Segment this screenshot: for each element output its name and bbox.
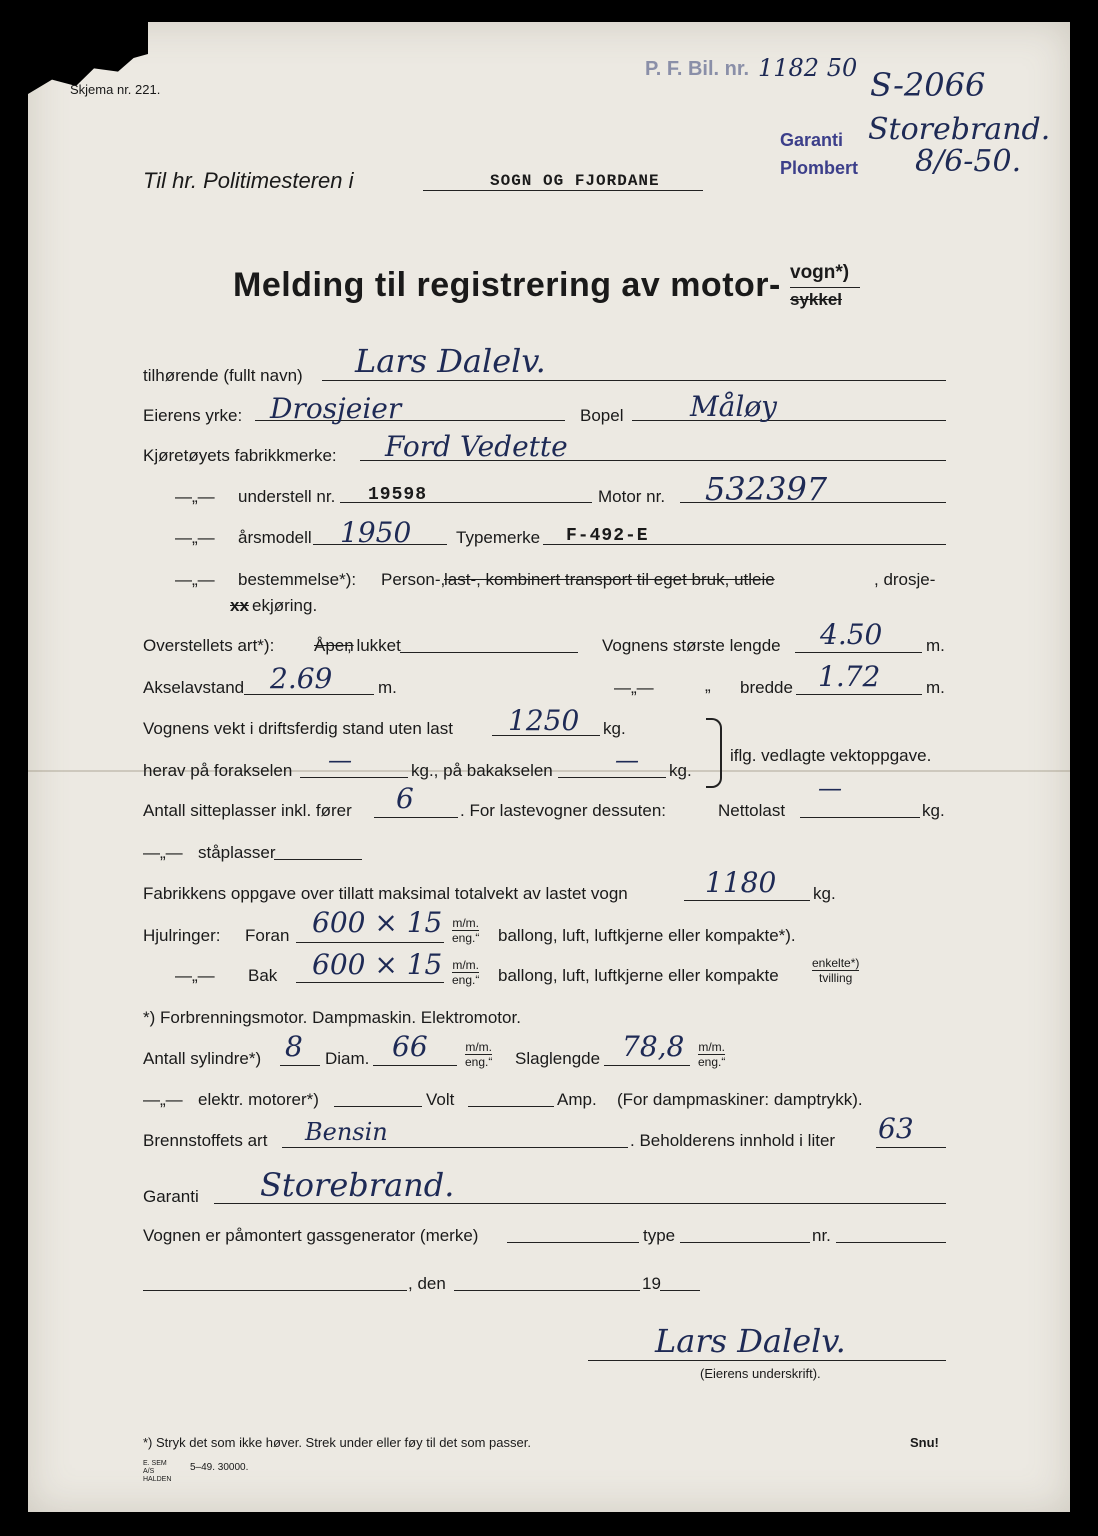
purpose-label: bestemmelse*): [238,570,357,589]
form-reference: Skjema nr. 221. [70,82,161,97]
stroke-label: Slaglengde [515,1049,601,1068]
stroke-unit: m/m. eng.“ [698,1040,726,1069]
type-label: Typemerke [456,528,541,547]
netload-value: — [818,774,842,802]
residence-label: Bopel [580,406,624,425]
purpose-person: Person-, [381,570,446,589]
guarantee-label: Garanti [143,1187,199,1206]
gasgen-nr-label: nr. [812,1226,831,1245]
purpose-tail: , drosje- [874,570,936,589]
title-vogn: vogn*) [790,262,850,283]
purpose-struck: last-, kombinert transport til eget bruk, utleie [444,570,775,589]
title-sykkel: sykkel [790,290,842,309]
rear-axle-value: — [615,746,639,774]
plombert-stamp-label: Plombert [780,158,859,178]
netload-label: Nettolast [718,801,786,820]
volt-label: Volt [426,1090,455,1109]
rear-axle-unit: kg. [669,761,692,780]
registration-number: S-2066 [870,66,986,104]
rear-label: Bak [248,966,278,985]
length-label: Vognens største lengde [602,636,781,655]
purpose-line2: ekjøring. [252,596,318,615]
front-axle-value: — [328,746,352,774]
rear-tire-types: ballong, luft, luftkjerne eller kompakte [498,966,779,985]
weight-unit: kg. [603,719,626,738]
length-unit: m. [926,636,945,655]
garanti-stamp-value: Storebrand. [868,112,1051,147]
seats-value: 6 [396,782,414,815]
gasgen-label: Vognen er påmontert gassgenerator (merke) [143,1226,479,1245]
page-title: Melding til registrering av motor- [233,266,781,304]
diam-value: 66 [392,1030,428,1063]
width-value: 1.72 [818,660,881,693]
rear-tires: 600 × 15 [312,948,443,981]
engines-note: *) Forbrenningsmotor. Dampmaskin. Elektromotor. [143,1008,521,1027]
signature-label: (Eierens underskrift). [700,1366,821,1381]
tank-label: . Beholderens innhold i liter [630,1131,836,1150]
gasgen-type-label: type [643,1226,676,1245]
plombert-stamp-value: 8/6-50. [915,144,1022,179]
motor-number: 532397 [705,470,828,508]
ditto-mark: —„— [143,843,183,862]
diam-unit: m/m. eng.“ [465,1040,493,1069]
maxweight-label: Fabrikkens oppgave over tillatt maksimal totalvekt av lastet vogn [143,884,628,903]
rear-axle-label: kg., på bakakselen [411,761,553,780]
electric-label: elektr. motorer*) [198,1090,319,1109]
diam-label: Diam. [325,1049,370,1068]
turn-over: Snu! [910,1435,939,1450]
netload-unit: kg. [922,801,945,820]
residence: Måløy [690,390,777,423]
front-tires: 600 × 15 [312,906,443,939]
cylinders-label: Antall sylindre*) [143,1049,262,1068]
ditto-mark: —„— [175,570,215,589]
body-value: , lukket [347,636,401,655]
seats-label: Antall sitteplasser inkl. fører [143,801,352,820]
pf-bil-stamp: P. F. Bil. nr. [645,58,750,80]
wheelbase-value: 2.69 [270,662,333,695]
year-label: årsmodell [238,528,312,547]
footer-note: *) Stryk det som ikke høver. Strek under eller føy til det som passer. [143,1435,531,1450]
weight-value: 1250 [508,704,580,737]
wheelbase-unit: m. [378,678,397,697]
ditto-mark: —„— [614,678,654,697]
district: SOGN OG FJORDANE [490,172,660,190]
occupation-label: Eierens yrke: [143,406,243,425]
chassis-label: understell nr. [238,487,336,506]
make-label: Kjøretøyets fabrikkmerke: [143,446,337,465]
amp-label: Amp. [557,1090,597,1109]
tires-label: Hjulringer: [143,926,221,945]
rear-tires-unit: m/m. eng.“ [452,958,480,987]
fuel-value: Bensin [305,1118,388,1146]
cylinders-value: 8 [285,1030,303,1063]
owner-signature: Lars Dalelv. [655,1322,846,1360]
truck-label: . For lastevogner dessuten: [460,801,667,820]
width-quote: „ [705,676,711,695]
owner-label: tilhørende (fullt navn) [143,366,303,385]
ditto-mark: —„— [175,487,215,506]
stroke-value: 78,8 [622,1030,685,1063]
garanti-stamp-label: Garanti [780,130,844,150]
weight-brace [706,718,722,788]
standing-label: ståplasser [198,843,276,862]
front-tires-unit: m/m. eng.“ [452,916,480,945]
front-axle-label: herav på forakselen [143,761,293,780]
body-label: Overstellets art*): [143,636,275,655]
owner-name: Lars Dalelv. [355,342,546,380]
purpose-line2-struck: xx [230,596,249,615]
body-struck: Åpen [314,636,354,655]
date-year: 19 [642,1274,661,1293]
ditto-mark: —„— [143,1090,183,1109]
maxweight-value: 1180 [705,866,777,899]
weight-label: Vognens vekt i driftsferdig stand uten last [143,719,453,738]
fuel-label: Brennstoffets art [143,1131,268,1150]
addressee-prefix: Til hr. Politimesteren i [143,168,354,193]
length-value: 4.50 [820,618,883,651]
steam-label: (For dampmaskiner: damptrykk). [617,1090,863,1109]
single-twin: enkelte*) tvilling [812,956,860,985]
motor-label: Motor nr. [598,487,666,506]
chassis-number: 19598 [368,485,428,505]
model-year: 1950 [340,516,412,549]
wheelbase-label: Akselavstand [143,678,245,697]
guarantee-value: Storebrand. [260,1166,455,1204]
ditto-mark: —„— [175,528,215,547]
ditto-mark: —„— [175,966,215,985]
type-mark: F-492-E [566,526,649,546]
front-tire-types: ballong, luft, luftkjerne eller kompakte*). [498,926,796,945]
print-info: 5–49. 30000. [190,1462,249,1473]
printer: E. SEM A/S HALDEN [143,1460,172,1483]
width-unit: m. [926,678,945,697]
make: Ford Vedette [385,430,568,463]
occupation: Drosjeier [270,392,402,425]
pf-number: 1182 50 [758,54,858,82]
maxweight-unit: kg. [813,884,836,903]
tank-value: 63 [878,1112,914,1145]
width-label: bredde [740,678,793,697]
weight-note: iflg. vedlagte vektoppgave. [730,746,932,765]
front-label: Foran [245,926,290,945]
date-den: , den [408,1274,446,1293]
